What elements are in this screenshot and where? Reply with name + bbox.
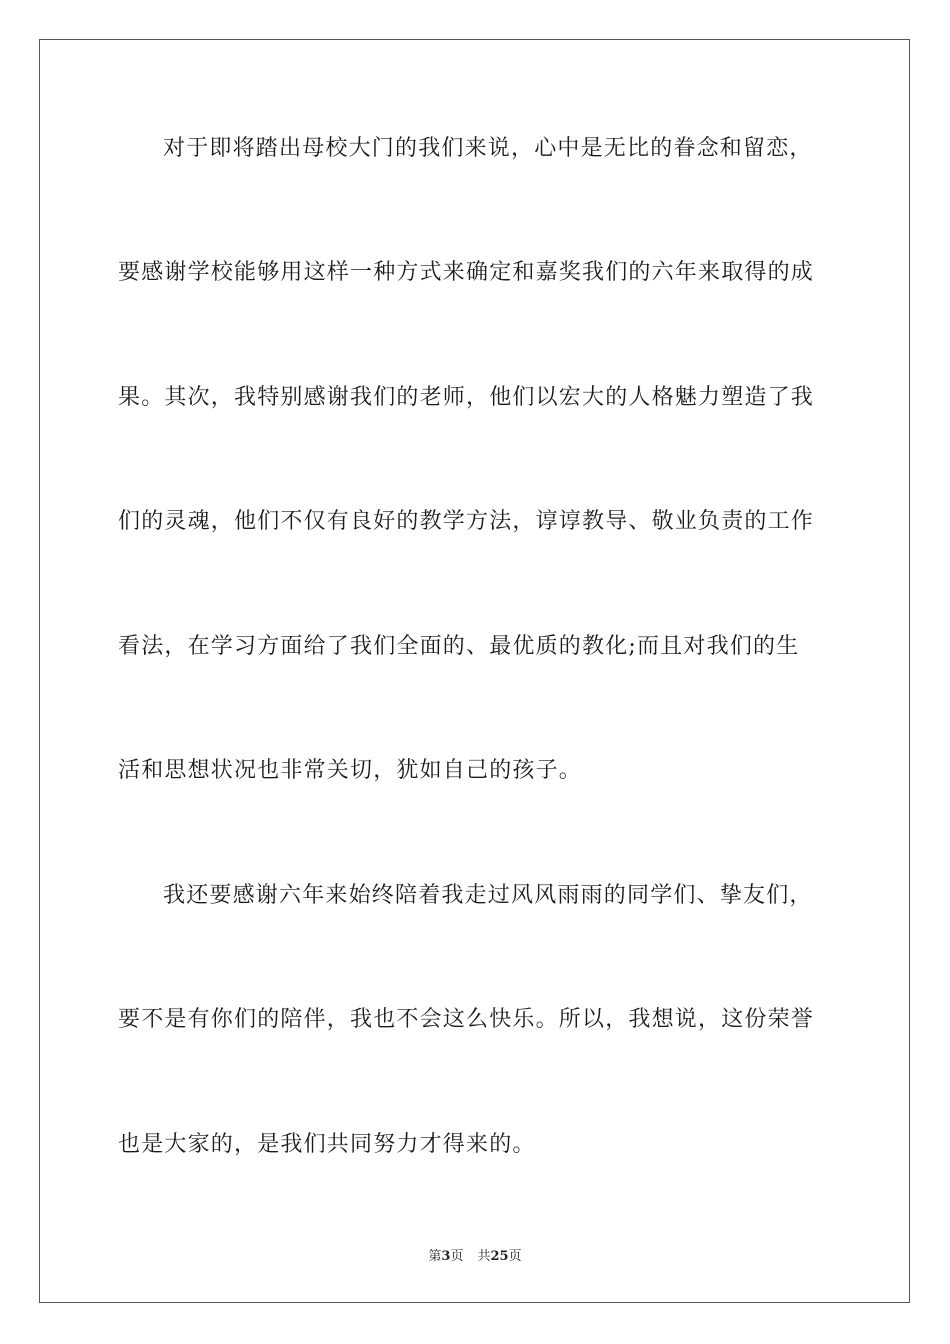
page-suffix: 页 [450, 1249, 464, 1264]
page-border [39, 39, 910, 1303]
page-number: 3 [441, 1249, 451, 1264]
paragraph-1-line-2: 要感谢学校能够用这样一种方式来确定和嘉奖我们的六年来取得的成 [118, 260, 815, 285]
paragraph-1-line-4: 们的灵魂，他们不仅有良好的教学方法，谆谆教导、敬业负责的工作 [118, 509, 815, 534]
page-footer [0, 1248, 950, 1266]
paragraph-1-line-6: 活和思想状况也非常关切，犹如自己的孩子。 [118, 758, 583, 783]
paragraph-2-line-1: 我还要感谢六年来始终陪着我走过风风雨雨的同学们、挚友们， [163, 883, 813, 908]
paragraph-1-line-5: 看法，在学习方面给了我们全面的、最优质的教化;而且对我们的生 [118, 634, 800, 659]
paragraph-2-line-3: 也是大家的，是我们共同努力才得来的。 [118, 1132, 536, 1157]
paragraph-2-line-2: 要不是有你们的陪伴，我也不会这么快乐。所以，我想说，这份荣誉 [118, 1007, 815, 1032]
paragraph-1-line-3: 果。其次，我特别感谢我们的老师，他们以宏大的人格魅力塑造了我 [118, 385, 815, 410]
total-prefix: 共 [477, 1249, 491, 1264]
total-suffix: 页 [508, 1249, 522, 1264]
total-pages: 25 [490, 1249, 509, 1264]
page-prefix: 第 [428, 1249, 442, 1264]
paragraph-1-line-1: 对于即将踏出母校大门的我们来说，心中是无比的眷念和留恋， [163, 136, 813, 161]
